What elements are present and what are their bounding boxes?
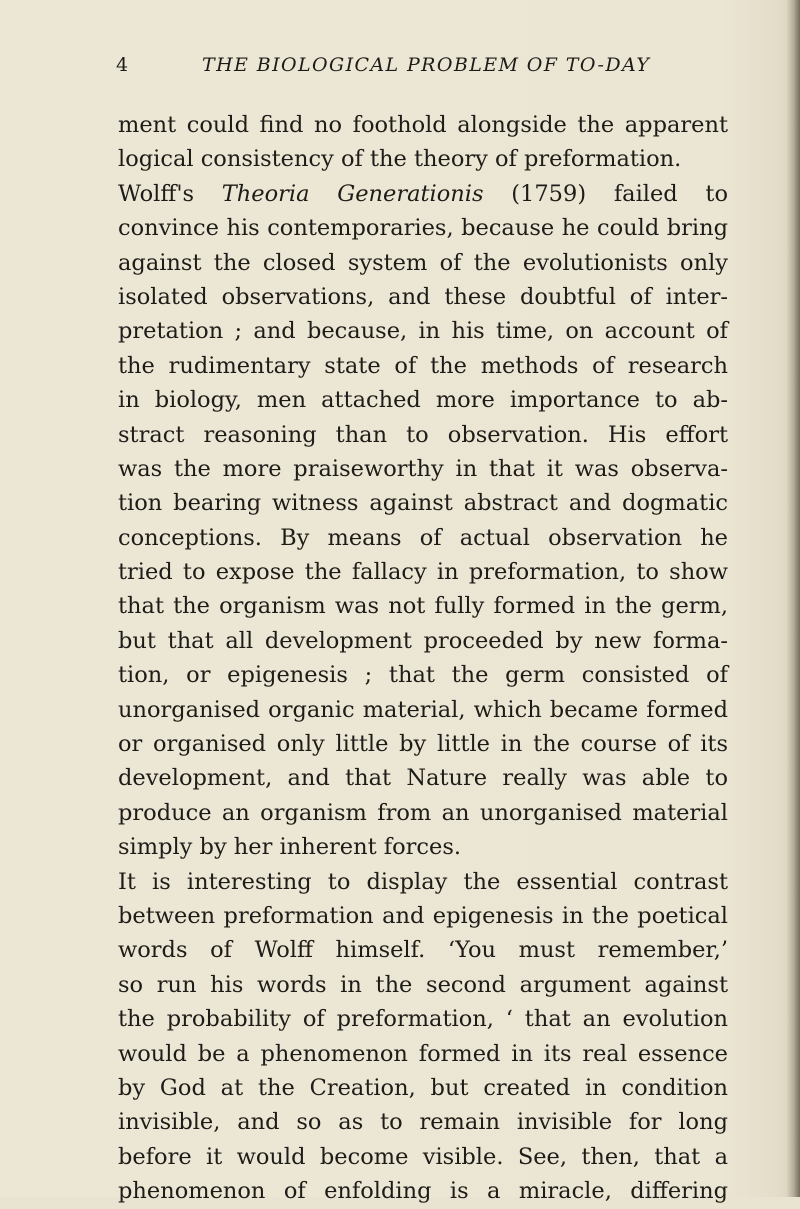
- text-line: in biology, men attached more importance to ab-: [118, 387, 728, 414]
- body-text: [118, 108, 728, 1209]
- text-line-with-title: [118, 177, 728, 211]
- text-line: invisible, and so as to remain invisible for long: [118, 1109, 728, 1136]
- text-fragment: (1759) failed to: [483, 180, 728, 207]
- text-line: before it would become visible. See, then, that a: [118, 1143, 728, 1170]
- running-head: THE BIOLOGICAL PROBLEM OF TO-DAY: [202, 54, 651, 76]
- text-line: so run his words in the second argument against: [118, 971, 728, 998]
- page-number: 4: [116, 54, 129, 76]
- text-line: tion bearing witness against abstract and dogmatic: [118, 490, 728, 517]
- text-line: ment could find no foothold alongside the apparent: [118, 112, 728, 138]
- text-line: the probability of preformation, ‘ that an evolution: [118, 1006, 728, 1033]
- text-line: would be a phenomenon formed in its real essence: [118, 1040, 728, 1067]
- text-line: between preformation and epigenesis in the poetical: [118, 902, 728, 929]
- text-line: stract reasoning than to observation. His effort: [118, 421, 728, 448]
- text-line: that the organism was not fully formed in the germ,: [118, 593, 728, 620]
- text-line: against the closed system of the evolutionists only: [118, 249, 728, 276]
- text-line: tried to expose the fallacy in preformation, to show: [118, 559, 728, 586]
- text-line: but that all development proceeded by new forma-: [118, 627, 728, 654]
- text-line: unorganised organic material, which became formed: [118, 696, 728, 723]
- text-line: isolated observations, and these doubtful of inter-: [118, 283, 728, 310]
- text-line: was the more praiseworthy in that it was observa-: [118, 455, 728, 482]
- page-header: [110, 50, 730, 80]
- text-line: pretation ; and because, in his time, on account of: [118, 318, 728, 345]
- text-line: convince his contemporaries, because he could bring: [118, 215, 728, 242]
- text-fragment: Wolff's: [118, 180, 222, 207]
- text-line: produce an organism from an unorganised material: [118, 799, 728, 826]
- text-line: phenomenon of enfolding is a miracle, differing: [118, 1178, 728, 1205]
- page-edge-shadow: [786, 0, 800, 1197]
- text-line: development, and that Nature really was able to: [118, 765, 728, 792]
- text-line: logical consistency of the theory of preformation.: [118, 146, 682, 173]
- text-line: the rudimentary state of the methods of research: [118, 352, 728, 379]
- text-line: conceptions. By means of actual observation he: [118, 524, 728, 551]
- text-line: simply by her inherent forces.: [118, 834, 462, 861]
- text-line: It is interesting to display the essential contrast: [118, 868, 728, 895]
- book-title: Theoria Generationis: [221, 180, 484, 207]
- text-line: or organised only little by little in the course of its: [118, 731, 728, 758]
- text-line: words of Wolff himself. ‘You must remember,’: [118, 937, 728, 964]
- text-line: by God at the Creation, but created in condition: [118, 1074, 728, 1101]
- text-line: tion, or epigenesis ; that the germ consisted of: [118, 662, 728, 689]
